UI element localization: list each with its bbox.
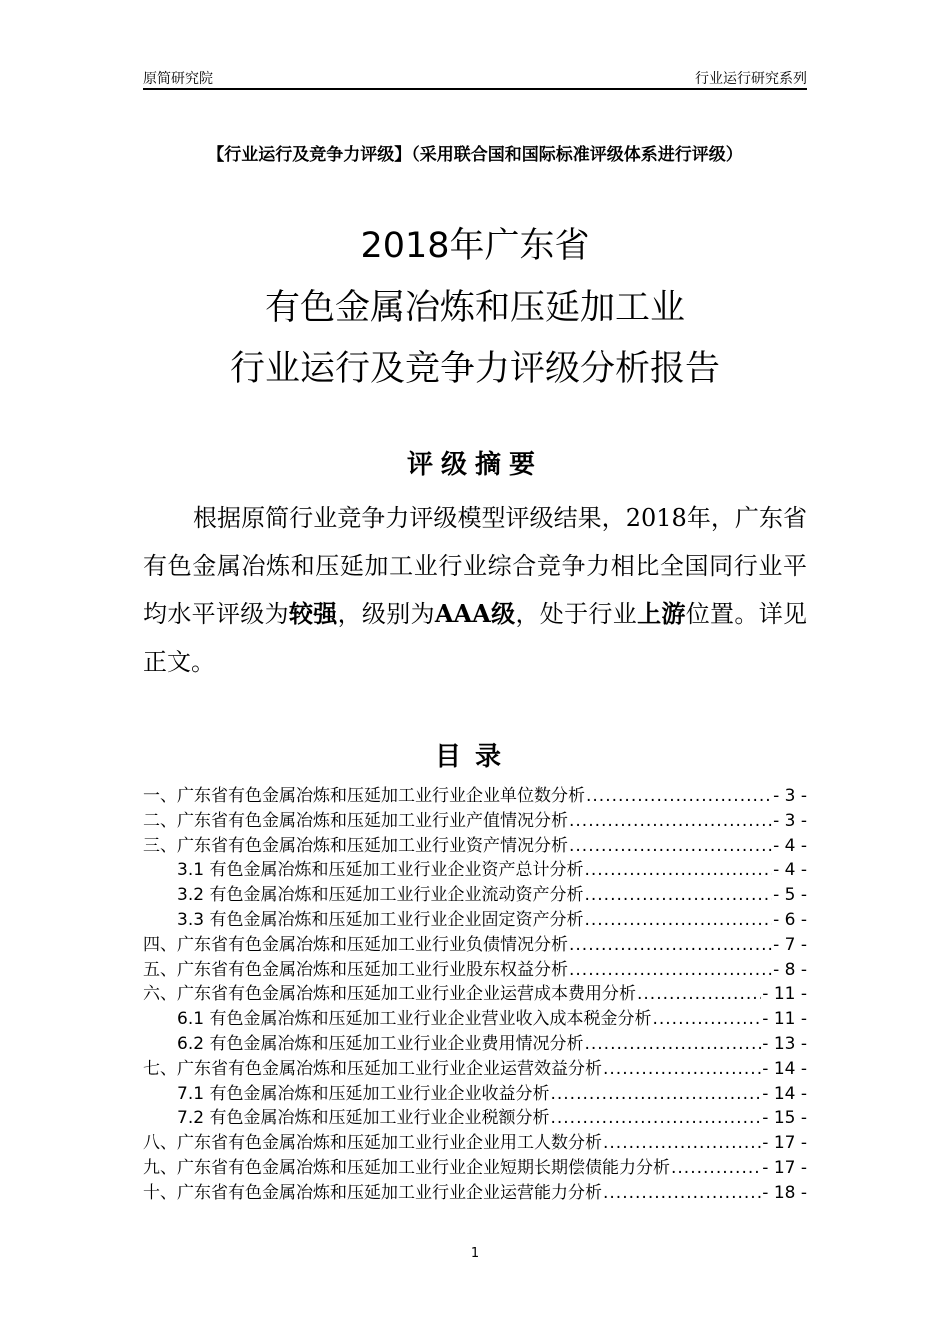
- summary-heading: 评级摘要: [406, 450, 543, 480]
- toc-entry-title: 五、广东省有色金属冶炼和压延加工业行业股东权益分析: [143, 959, 568, 980]
- toc-entry-page: - 3 -: [773, 786, 807, 806]
- summary-paragraph: [143, 494, 807, 686]
- rating-grade: AAA级: [434, 599, 516, 628]
- toc-entry[interactable]: [143, 1153, 807, 1178]
- toc-leader: [569, 811, 772, 831]
- toc-entry[interactable]: [143, 880, 807, 905]
- toc-leader: [603, 1059, 761, 1079]
- header-org: 原简研究院: [143, 71, 213, 87]
- toc-entry[interactable]: [143, 1079, 807, 1104]
- toc-entry[interactable]: [143, 831, 807, 856]
- rating-position: 上游: [637, 599, 686, 628]
- toc-entry-title: 一、广东省有色金属冶炼和压延加工业行业企业单位数分析: [143, 786, 585, 806]
- toc-entry-page: - 4 -: [773, 835, 807, 856]
- toc-entry[interactable]: [143, 1128, 807, 1153]
- toc-entry[interactable]: [143, 1029, 807, 1054]
- toc-entry[interactable]: [143, 1004, 807, 1029]
- toc-leader: [584, 910, 772, 930]
- table-of-contents: [143, 781, 807, 1203]
- title-line-1: 2018年广东省: [360, 226, 590, 266]
- toc-leader: [569, 836, 772, 856]
- toc-entry[interactable]: [143, 955, 807, 980]
- toc-entry-title: 九、广东省有色金属冶炼和压延加工业行业企业短期长期偿债能力分析: [143, 1157, 670, 1178]
- rating-tagline: 【行业运行及竞争力评级】（采用联合国和国际标准评级体系进行评级）: [207, 145, 743, 165]
- toc-entry-title: 3.1 有色金属冶炼和压延加工业行业企业资产总计分析: [177, 860, 584, 881]
- toc-entry-page: - 11 -: [762, 984, 807, 1005]
- toc-leader: [550, 1108, 761, 1128]
- toc-entry-page: - 8 -: [773, 959, 807, 980]
- toc-entry-title: 七、广东省有色金属冶炼和压延加工业行业企业运营效益分析: [143, 1058, 602, 1079]
- toc-leader: [550, 1084, 761, 1104]
- toc-leader: [586, 786, 772, 806]
- header-series: 行业运行研究系列: [695, 71, 807, 87]
- toc-entry-page: - 4 -: [773, 860, 807, 881]
- toc-entry-title: 7.2 有色金属冶炼和压延加工业行业企业税额分析: [177, 1108, 550, 1129]
- toc-leader: [652, 1009, 761, 1029]
- toc-entry-title: 四、广东省有色金属冶炼和压延加工业行业负债情况分析: [143, 934, 568, 955]
- toc-entry-page: - 15 -: [762, 1108, 807, 1129]
- toc-entry-title: 7.1 有色金属冶炼和压延加工业行业企业收益分析: [177, 1083, 550, 1104]
- toc-leader: [637, 984, 761, 1004]
- toc-entry-title: 3.3 有色金属冶炼和压延加工业行业企业固定资产分析: [177, 909, 584, 930]
- toc-entry-title: 6.1 有色金属冶炼和压延加工业行业企业营业收入成本税金分析: [177, 1009, 652, 1030]
- summary-text: ，处于行业: [515, 600, 638, 628]
- toc-entry-title: 十、广东省有色金属冶炼和压延加工业行业企业运营能力分析: [143, 1182, 602, 1203]
- toc-entry-title: 六、广东省有色金属冶炼和压延加工业行业企业运营成本费用分析: [143, 984, 636, 1005]
- toc-entry[interactable]: [143, 905, 807, 930]
- toc-entry-page: - 18 -: [762, 1182, 807, 1203]
- toc-entry[interactable]: [143, 1054, 807, 1079]
- toc-entry-page: - 17 -: [762, 1133, 807, 1154]
- toc-entry-title: 三、广东省有色金属冶炼和压延加工业行业资产情况分析: [143, 835, 568, 856]
- toc-entry-title: 八、广东省有色金属冶炼和压延加工业行业企业用工人数分析: [143, 1133, 602, 1154]
- summary-text: 位置。详见正文。: [143, 600, 808, 676]
- toc-leader: [584, 1034, 761, 1054]
- toc-entry[interactable]: [143, 855, 807, 880]
- toc-entry-page: - 7 -: [773, 934, 807, 955]
- toc-entry[interactable]: [143, 1178, 807, 1203]
- toc-leader: [584, 885, 772, 905]
- toc-heading: 目录: [434, 742, 515, 772]
- toc-leader: [569, 960, 772, 980]
- summary-text: 根据原简行业竞争力评级模型评级结果，2018年，广东省有色金属冶炼和压延加工业行业综合竞争力相比全国同行业平均水平评级为: [143, 504, 807, 628]
- rating-level: 较强: [288, 599, 338, 628]
- title-line-2: 有色金属冶炼和压延加工业: [264, 288, 685, 328]
- toc-leader: [603, 1183, 761, 1203]
- toc-entry-page: - 3 -: [773, 810, 807, 831]
- toc-entry[interactable]: [143, 979, 807, 1004]
- toc-entry-page: - 5 -: [773, 885, 807, 906]
- summary-text: ，级别为: [337, 600, 435, 628]
- title-line-3: 行业运行及竞争力评级分析报告: [229, 349, 720, 389]
- toc-entry-page: - 17 -: [762, 1157, 807, 1178]
- toc-entry[interactable]: [143, 930, 807, 955]
- toc-entry-page: - 14 -: [762, 1058, 807, 1079]
- toc-leader: [603, 1133, 761, 1153]
- toc-entry-page: - 14 -: [762, 1083, 807, 1104]
- toc-leader: [569, 935, 772, 955]
- toc-entry-page: - 6 -: [773, 909, 807, 930]
- toc-entry-title: 6.2 有色金属冶炼和压延加工业行业企业费用情况分析: [177, 1033, 584, 1054]
- page-number: 1: [470, 1246, 480, 1261]
- toc-entry[interactable]: [143, 1103, 807, 1128]
- toc-leader: [584, 860, 772, 880]
- toc-entry-title: 二、广东省有色金属冶炼和压延加工业行业产值情况分析: [143, 810, 568, 831]
- page-header: [143, 66, 807, 90]
- toc-entry-page: - 11 -: [762, 1009, 807, 1030]
- toc-entry[interactable]: [143, 781, 807, 806]
- toc-entry-page: - 13 -: [762, 1033, 807, 1054]
- toc-entry-title: 3.2 有色金属冶炼和压延加工业行业企业流动资产分析: [177, 885, 584, 906]
- toc-leader: [671, 1158, 761, 1178]
- toc-entry[interactable]: [143, 806, 807, 831]
